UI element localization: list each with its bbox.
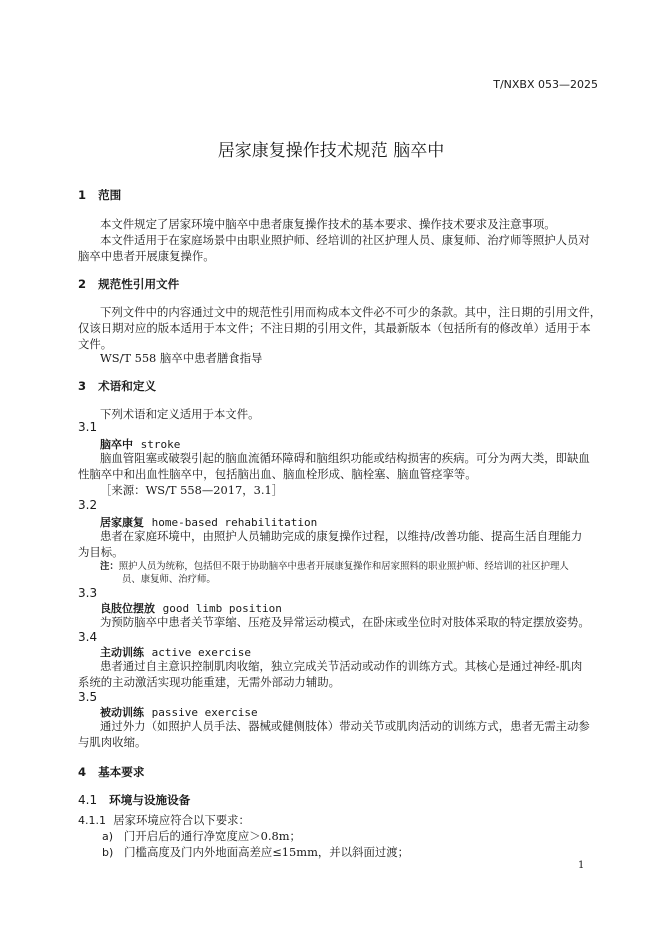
term-number: 3.1 <box>78 420 98 434</box>
document-code: T/NXBX 053—2025 <box>493 78 598 91</box>
term-en: passive exercise <box>151 706 258 719</box>
list-item <box>102 844 409 861</box>
paragraph-continuation: 仅该日期对应的版本适用于本文件；不注日期的引用文件，其最新版本（包括所有的修改单）适用于本 <box>78 321 591 335</box>
definition-continuation: 为目标。 <box>78 545 124 559</box>
list-item-text: 门槛高度及门内外地面高差应≤15mm，并以斜面过渡； <box>124 845 410 859</box>
paragraph: 本文件适用于在家庭场景中由职业照护师、经培训的社区护理人员、康复师、治疗师等照护人员对 <box>100 233 590 247</box>
section-3-heading <box>78 378 156 394</box>
term-zh: 良肢位摆放 <box>100 602 155 615</box>
term-number: 3.2 <box>78 498 98 512</box>
definition: 患者在家庭环境中，由照护人员辅助完成的康复操作过程，以维持/改善功能、提高生活自理能力 <box>100 529 583 543</box>
subsection-title: 环境与设施设备 <box>109 793 191 807</box>
definition-continuation: 系统的主动激活实现功能重建，无需外部动力辅助。 <box>78 675 340 689</box>
section-number: 3 <box>78 379 87 393</box>
term-zh: 被动训练 <box>100 706 144 719</box>
paragraph-continuation: 脑卒中患者开展康复操作。 <box>78 249 215 263</box>
note-label: 注： <box>100 561 119 572</box>
section-2-heading <box>78 276 179 292</box>
section-number: 2 <box>78 277 87 291</box>
term-number: 3.3 <box>78 586 98 600</box>
term-en: active exercise <box>151 646 252 659</box>
section-4-heading <box>78 764 144 780</box>
list-item <box>102 828 301 845</box>
clause-4-1-1 <box>78 812 250 829</box>
list-item-label: a) <box>102 830 114 843</box>
note-text: 照护人员为统称，包括但不限于协助脑卒中患者开展康复操作和居家照料的职业照护师、经培训的社区护理人 <box>118 561 569 572</box>
definition-continuation: 性脑卒中和出血性脑卒中，包括脑出血、脑血栓形成、脑栓塞、脑血管痉挛等。 <box>78 467 477 481</box>
definition: 患者通过自主意识控制肌肉收缩，独立完成关节活动或动作的训练方式。其核心是通过神经-肌肉 <box>100 659 583 673</box>
list-item-text: 门开启后的通行净宽度应＞0.8m； <box>123 829 301 843</box>
section-number: 4 <box>78 765 87 779</box>
subsection-4-1-heading <box>78 792 190 808</box>
subsection-number: 4.1 <box>78 793 98 807</box>
definition: 脑血管阻塞或破裂引起的脑血流循环障碍和脑组织功能或结构损害的疾病。可分为两大类，即缺血 <box>100 451 590 465</box>
term-number: 3.5 <box>78 690 98 704</box>
note <box>100 560 569 573</box>
clause-text: 居家环境应符合以下要求： <box>113 813 250 827</box>
note-continuation: 员、康复师、治疗师。 <box>122 574 216 585</box>
page-number: 1 <box>578 860 585 871</box>
section-title: 术语和定义 <box>98 379 157 393</box>
list-item-label: b) <box>102 846 114 859</box>
paragraph: 下列术语和定义适用于本文件。 <box>100 407 260 421</box>
term-en: stroke <box>140 438 181 451</box>
paragraph: 本文件规定了居家环境中脑卒中患者康复操作技术的基本要求、操作技术要求及注意事项。 <box>100 217 556 231</box>
term-zh: 居家康复 <box>100 516 144 529</box>
definition-continuation: 与肌肉收缩。 <box>78 735 147 749</box>
definition: 通过外力（如照护人员手法、器械或健侧肢体）带动关节或肌肉活动的训练方式，患者无需主动参 <box>100 719 590 733</box>
section-number: 1 <box>78 188 87 202</box>
clause-number: 4.1.1 <box>78 814 106 827</box>
section-title: 范围 <box>98 188 122 202</box>
term-zh: 主动训练 <box>100 646 144 659</box>
term-zh: 脑卒中 <box>100 438 133 451</box>
page-title: 居家康复操作技术规范 脑卒中 <box>217 141 445 161</box>
section-title: 规范性引用文件 <box>98 277 180 291</box>
definition-source: ［来源：WS/T 558—2017，3.1］ <box>100 483 284 497</box>
section-title: 基本要求 <box>98 765 145 779</box>
normative-reference: WS/T 558 脑卒中患者膳食指导 <box>100 351 263 365</box>
paragraph: 下列文件中的内容通过文中的规范性引用而构成本文件必不可少的条款。其中，注日期的引用文件， <box>100 305 602 319</box>
definition: 为预防脑卒中患者关节挛缩、压疮及异常运动模式，在卧床或坐位时对肢体采取的特定摆放姿势。 <box>100 615 590 629</box>
term-number: 3.4 <box>78 630 98 644</box>
paragraph-continuation: 文件。 <box>78 337 113 351</box>
term-en: home-based rehabilitation <box>151 516 318 529</box>
section-1-heading <box>78 187 121 203</box>
term-en: good limb position <box>162 602 282 615</box>
